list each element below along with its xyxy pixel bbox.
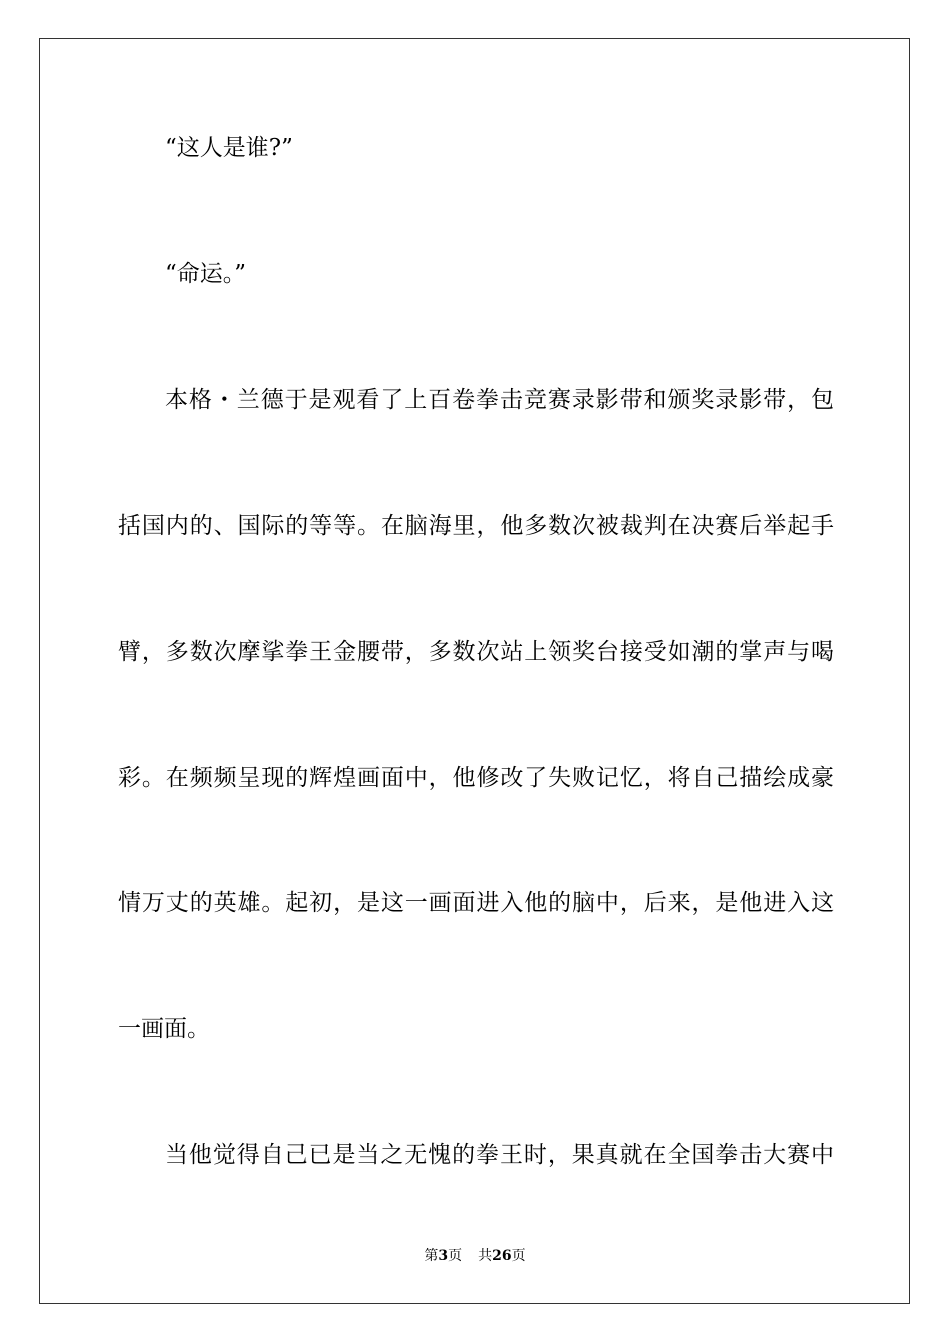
paragraph-line: 本格・兰德于是观看了上百卷拳击竞赛录影带和颁奖录影带，包 <box>165 387 834 413</box>
page-footer <box>0 1247 950 1265</box>
total-suffix: 页 <box>511 1248 526 1264</box>
paragraph-line: 当他觉得自己已是当之无愧的拳王时，果真就在全国拳击大赛中 <box>165 1142 834 1168</box>
paragraph-line: 括国内的、国际的等等。在脑海里，他多数次被裁判在决赛后举起手 <box>118 513 834 539</box>
page-number-total: 26 <box>492 1248 512 1264</box>
total-prefix: 共 <box>478 1248 493 1264</box>
page-prefix: 第 <box>424 1248 439 1264</box>
page-border <box>39 38 910 1304</box>
paragraph-line: 一画面。 <box>118 1016 210 1042</box>
page-number-current: 3 <box>438 1248 449 1264</box>
paragraph-line: 情万丈的英雄。起初，是这一画面进入他的脑中，后来，是他进入这 <box>118 890 834 916</box>
page-suffix: 页 <box>448 1248 463 1264</box>
paragraph-line: “这人是谁?” <box>165 135 293 161</box>
paragraph-line: 臂，多数次摩挲拳王金腰带，多数次站上领奖台接受如潮的掌声与喝 <box>118 639 834 665</box>
paragraph-line: “命运。” <box>165 261 247 287</box>
paragraph-line: 彩。在频频呈现的辉煌画面中，他修改了失败记忆，将自己描绘成豪 <box>118 765 834 791</box>
